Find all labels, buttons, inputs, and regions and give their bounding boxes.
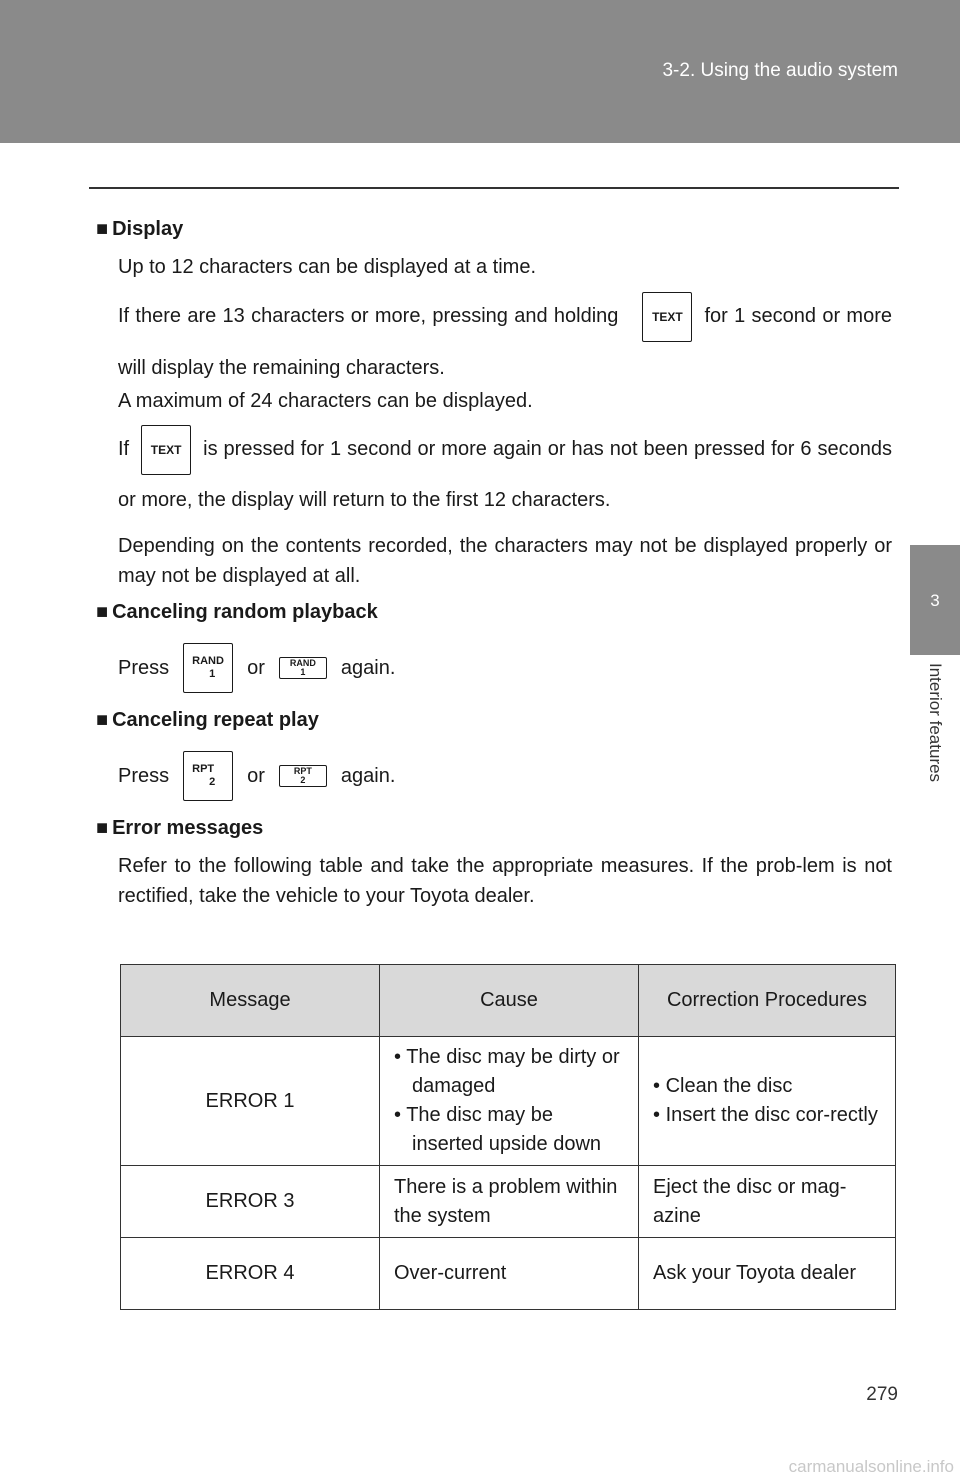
display-p1: Up to 12 characters can be displayed at a time. — [118, 256, 537, 278]
list-item: • The disc may be dirty or damaged — [394, 1046, 620, 1097]
list-item: • Clean the disc — [653, 1075, 793, 1097]
display-p5: Depending on the contents recorded, the characters may not be displayed properly or may not be displayed at all. — [118, 534, 892, 587]
side-tab-label — [910, 655, 960, 935]
rpt-2-small-button-icon: RPT 2 — [279, 765, 327, 787]
text-button-icon: TEXT — [642, 292, 692, 342]
page-number: 279 — [866, 1384, 898, 1405]
watermark[interactable]: carmanualsonline.info — [788, 1457, 954, 1476]
rpt-2-button-icon: RPT 2 — [183, 751, 233, 801]
section-title: 3-2. Using the audio system — [662, 60, 898, 81]
display-p3: A maximum of 24 characters can be displayed. — [118, 390, 533, 412]
heading-marker: ■ — [96, 708, 109, 731]
heading-marker: ■ — [96, 218, 109, 240]
row-cause — [380, 1037, 639, 1166]
row-message: ERROR 3 — [121, 1166, 380, 1238]
col-header-correction: Correction Procedures — [639, 965, 896, 1037]
col-header-cause: Cause — [380, 965, 639, 1037]
row-cause: Over-current — [380, 1238, 639, 1310]
display-heading: ■ Display — [96, 218, 184, 240]
page-header — [0, 0, 960, 143]
table-row — [121, 1166, 896, 1238]
rand-1-small-button-icon: RAND 1 — [279, 657, 327, 679]
error-table-wrap — [120, 964, 896, 1310]
random-press-line: Press RAND 1 or RAND 1 again. — [118, 641, 892, 695]
repeat-press-line: Press RPT 2 or RPT 2 again. — [118, 749, 892, 803]
display-p2: If there are 13 characters or more, pressing and holding TEXT for 1 second or more will display the remaining characters. — [118, 290, 892, 394]
list-item: • Insert the disc cor-rectly — [653, 1104, 878, 1126]
rand-1-button-icon: RAND 1 — [183, 643, 233, 693]
errors-heading: ■ Error messages — [96, 816, 264, 839]
row-message: ERROR 1 — [121, 1037, 380, 1166]
errors-p1: Refer to the following table and take the appropriate measures. If the prob-lem is not rectified, take the vehicle to your Toyota dealer. — [118, 854, 892, 907]
repeat-heading: ■ Canceling repeat play — [96, 708, 319, 731]
header-rule — [89, 187, 899, 189]
heading-marker: ■ — [96, 816, 109, 839]
random-heading: ■ Canceling random playback — [96, 600, 378, 623]
col-header-message: Message — [121, 965, 380, 1037]
row-correction — [639, 1037, 896, 1166]
row-cause: There is a problem within the system — [380, 1166, 639, 1238]
text-button-icon: TEXT — [141, 425, 191, 475]
row-correction: Ask your Toyota dealer — [639, 1238, 896, 1310]
list-item: • The disc may be inserted upside down — [394, 1104, 602, 1155]
row-message: ERROR 4 — [121, 1238, 380, 1310]
table-row — [121, 1037, 896, 1166]
row-correction: Eject the disc or mag-azine — [639, 1166, 896, 1238]
side-tab-number: 3 — [930, 591, 940, 610]
table-row — [121, 1238, 896, 1310]
display-p4: If TEXT is pressed for 1 second or more again or has not been pressed for 6 seconds or more, the display will return to the first 12 characters. — [118, 424, 892, 525]
heading-marker: ■ — [96, 600, 109, 623]
table-header-row — [121, 965, 896, 1037]
main-content — [96, 214, 892, 911]
side-tab-label-text: Interior features — [926, 663, 945, 783]
error-messages-table — [120, 964, 896, 1310]
